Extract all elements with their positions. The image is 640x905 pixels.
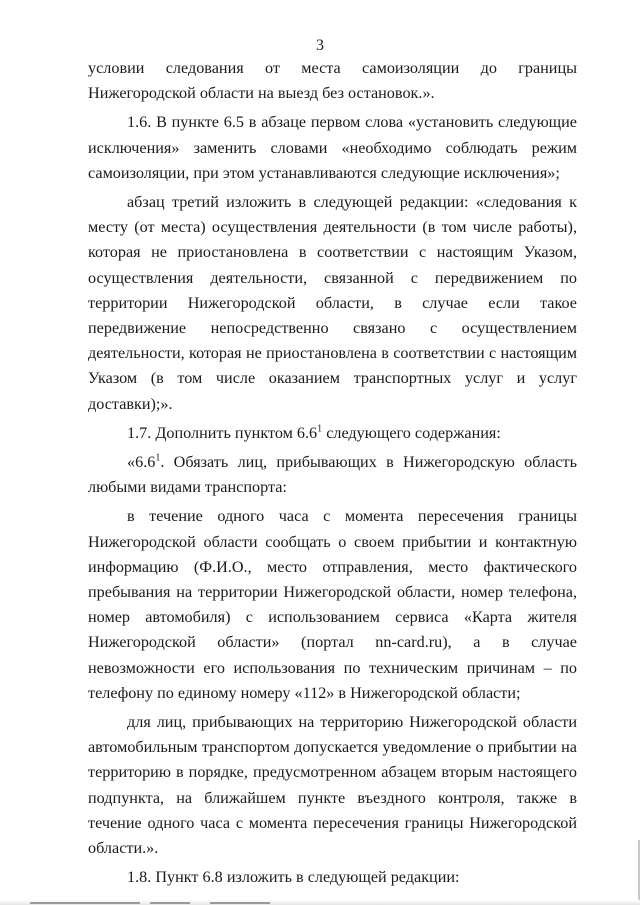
document-body <box>88 56 577 891</box>
paragraph-6-6-1-text: «6.6 <box>127 453 156 472</box>
paragraph-1-8: 1.8. Пункт 6.8 изложить в следующей редакции: <box>127 868 460 887</box>
paragraph-abzac-tretiy: абзац третий изложить в следующей редакции: «следования к месту (от места) осуществления деятельности (в том числе работы), которая не приостановлена в соответствии с настоящим Указом, осуществления деятельности, связанной с передвижением по территории Нижегородской области, в случае если такое передвижение непосредственно связано с осуществлением деятельности, которая не приостановлена в соответствии с настоящим Указом (в том числе оказанием транспортных услуг и услуг доставки);». <box>88 193 577 413</box>
paragraph-6-6-1 <box>88 450 577 500</box>
superscript-1: 1 <box>155 452 161 464</box>
scan-edge-bottom <box>0 900 640 905</box>
paragraph-1-7-text-end: следующего содержания: <box>322 423 501 442</box>
paragraph-continuation: условии следования от места самоизоляции до границы Нижегородской области на выезд без остановок.». <box>88 59 577 103</box>
paragraph-auto-transport: для лиц, прибывающих на территорию Нижегородской области автомобильным транспортом допускается уведомление о прибытии на территорию в порядке, предусмотренном абзацем вторым настоящего подпункта, на ближайшем пункте въездного контроля, также в течение одного часа с момента пересечения границы Нижегородской области.». <box>88 713 577 858</box>
paragraph-1-7-text: 1.7. Дополнить пунктом 6.6 <box>127 423 318 442</box>
paragraph-6-6-1-text-end: . Обязать лиц, прибывающих в Нижегородскую область любыми видами транспорта: <box>88 453 577 497</box>
scan-artifact <box>210 902 270 904</box>
paragraph-notification-rule: в течение одного часа с момента пересечения границы Нижегородской области сообщать о своем прибытии и контактную информацию (Ф.И.О., место отправления, место фактического пребывания на территории Нижегородской области, номер телефона, номер автомобиля) с использованием сервиса «Карта жителя Нижегородской области» (портал nn-card.ru), а в случае невозможности его использования по техническим причинам – по телефону по единому номеру «112» в Нижегородской области; <box>88 507 577 702</box>
page-number: 3 <box>316 37 324 54</box>
scan-artifact <box>150 902 190 904</box>
paragraph-1-6: 1.6. В пункте 6.5 в абзаце первом слова «установить следующие исключения» заменить словами «необходимо соблюдать режим самоизоляции, при этом устанавливаются следующие исключения»; <box>88 113 577 182</box>
scan-artifact <box>30 902 140 904</box>
superscript-1: 1 <box>317 423 323 435</box>
paragraph-1-7 <box>88 421 577 446</box>
